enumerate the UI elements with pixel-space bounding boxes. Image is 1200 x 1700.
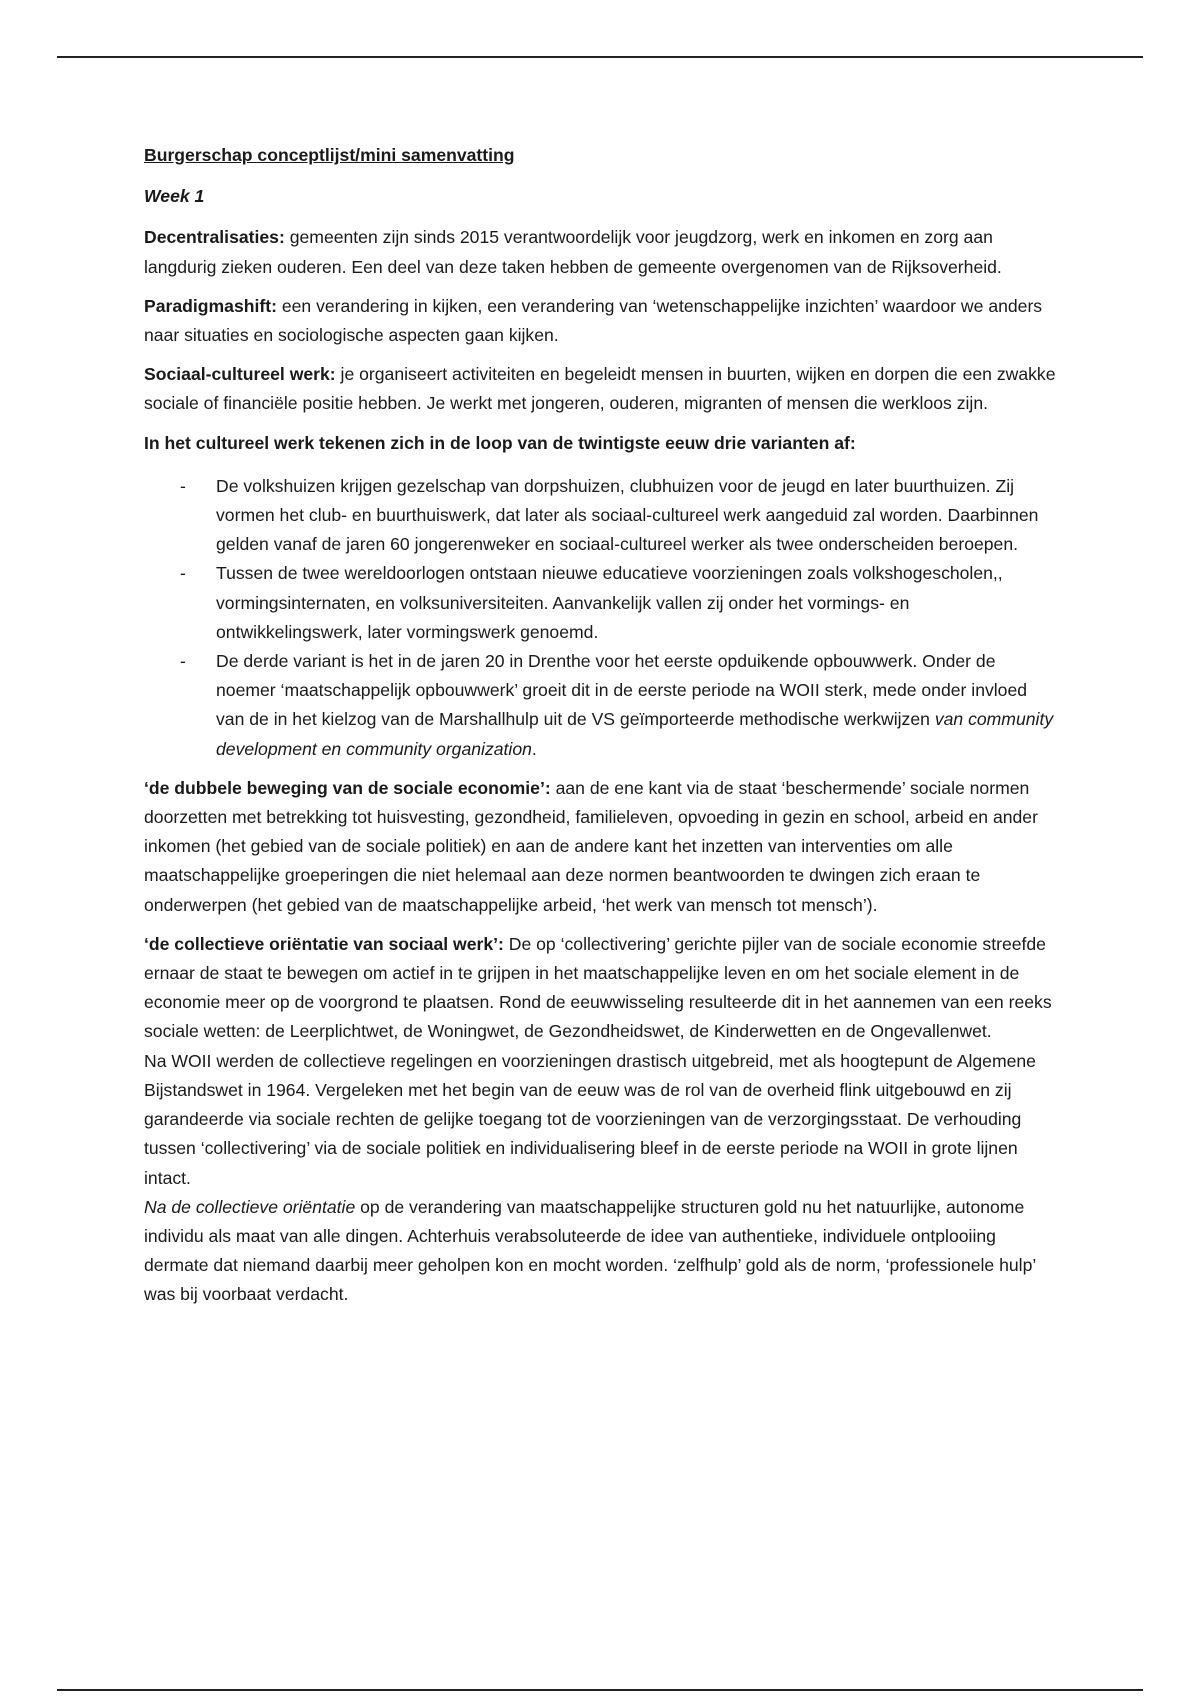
term-definition: een verandering in kijken, een verandering van ‘wetenschappelijke inzichten’ waardoor we anders naar situaties en sociologische aspecten gaan kijken. <box>144 295 1043 346</box>
term-label: ‘de collectieve oriëntatie van sociaal werk’: <box>144 933 504 954</box>
term-definition: aan de ene kant via de staat ‘beschermende’ sociale normen doorzetten met betrekking tot huisvesting, gezondheid, familieleven, opvoeding in gezin en school, arbeid en ander inkomen (het gebied van de sociale politiek) en aan de andere kant het inzetten van interventies om alle maatschappelijke groeperingen die niet helemaal aan deze normen beantwoorden te dwingen zich eraan te onderwerpen (het gebied van de maatschappelijke arbeid, ‘het werk van mensch tot mensch’). <box>144 777 1038 915</box>
week-heading: Week 1 <box>144 186 205 207</box>
bullet-marker: - <box>180 475 186 496</box>
list-item-tail: . <box>531 738 537 759</box>
term-dubbele-beweging <box>144 774 1059 920</box>
document-title: Burgerschap conceptlijst/mini samenvatting <box>144 145 515 165</box>
term-definition: De op ‘collectivering’ gerichte pijler van de sociale economie streefde ernaar de staat te bewegen om actief in te grijpen in het maatschappelijke leven en om het sociale element in de economie meer op de voorgrond te plaatsen. Rond de eeuwwisseling resulteerde dit in het aannemen van een reeks sociale wetten: de Leerplichtwet, de Woningwet, de Gezondheidswet, de Kinderwetten en de Ongevallenwet. <box>144 933 1052 1042</box>
term-label: Decentralisaties: <box>144 227 285 248</box>
term-decentralisaties <box>144 223 1059 281</box>
term-label: ‘de dubbele beweging van de sociale economie’: <box>144 777 551 798</box>
term-collectieve-orientatie <box>144 930 1059 1047</box>
bullet-marker: - <box>180 563 186 584</box>
variants-heading: In het cultureel werk tekenen zich in de loop van de twintigste eeuw drie varianten af: <box>144 432 856 453</box>
closing-italic-text: Na de collectieve oriëntatie <box>144 1196 356 1217</box>
list-item <box>144 472 1059 560</box>
collectieve-orientatie-closing <box>144 1193 1059 1310</box>
closing-text: op de verandering van maatschappelijke structuren gold nu het natuurlijke, autonome individu als maat van alle dingen. Achterhuis verabsoluteerde de idee van authentieke, individuele ontplooiing dermate dat niemand daarbij meer geholpen kon en mocht worden. ‘zelfhulp’ gold als de norm, ‘professionele hulp’ was bij voorbaat verdacht. <box>144 1196 1036 1305</box>
list-item-text: Tussen de twee wereldoorlogen ontstaan nieuwe educatieve voorzieningen zoals volkshogescholen,, vormingsinternaten, en volksuniversiteiten. Aanvankelijk vallen zij onder het vormings- en ontwikkelingswerk, later vormingswerk genoemd. <box>216 563 1003 642</box>
list-item <box>144 647 1059 764</box>
term-definition: je organiseert activiteiten en begeleidt mensen in buurten, wijken en dorpen die een zwakke sociale of financiële positie hebben. Je werkt met jongeren, ouderen, migranten of mensen die werkloos zijn. <box>144 364 1056 414</box>
footer-rule <box>57 1689 1143 1691</box>
term-paradigmashift <box>144 292 1059 350</box>
document-body <box>144 141 1059 1310</box>
header-rule <box>57 56 1143 58</box>
list-item-text: De volkshuizen krijgen gezelschap van dorpshuizen, clubhuizen voor de jeugd en later buurthuizen. Zij vormen het club- en buurthuiswerk, dat later als sociaal-cultureel werk aangeduid zal worden. Daarbinnen gelden vanaf de jaren 60 jongerenweker en sociaal-cultureel werker als twee onderscheiden beroepen. <box>216 475 1039 555</box>
term-definition: gemeenten zijn sinds 2015 verantwoordelijk voor jeugdzorg, werk en inkomen en zorg aan langdurig zieken ouderen. Een deel van deze taken hebben de gemeente overgenomen van de Rijksoverheid. <box>144 227 1002 277</box>
list-item <box>144 559 1059 647</box>
bullet-marker: - <box>180 651 186 672</box>
term-label: Sociaal-cultureel werk: <box>144 364 336 385</box>
variants-list <box>144 472 1059 764</box>
list-item-italic-text: van community development en community organization <box>216 709 1054 759</box>
list-item-text: De derde variant is het in de jaren 20 in Drenthe voor het eerste opduikende opbouwwerk. Onder de noemer ‘maatschappelijk opbouwwerk’ groeit dit in de eerste periode na WOII sterk, mede onder invloed van de in het kielzog van de Marshallhulp uit de VS geïmporteerde methodische werkwijzen <box>216 651 1028 730</box>
term-label: Paradigmashift: <box>144 295 277 316</box>
term-sociaal-cultureel-werk <box>144 360 1059 418</box>
collectieve-orientatie-continuation: Na WOII werden de collectieve regelingen en voorzieningen drastisch uitgebreid, met als hoogtepunt de Algemene Bijstandswet in 1964. Vergeleken met het begin van de eeuw was de rol van de overheid flink uitgebouwd en zij garandeerde via sociale rechten de gelijke toegang tot de voorzieningen van de verzorgingsstaat. De verhouding tussen ‘collectivering’ via de sociale politiek en individualisering bleef in de eerste periode na WOII in grote lijnen intact. <box>144 1050 1036 1188</box>
